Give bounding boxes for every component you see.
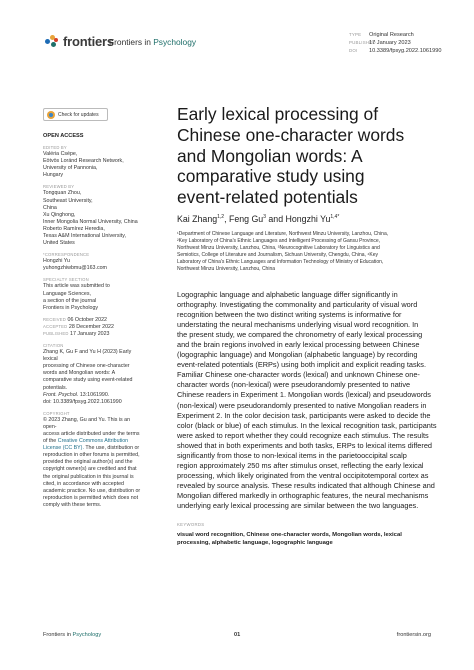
meta-doi: DOI 10.3389/fpsyg.2022.1061990 [349, 48, 442, 54]
article-sidebar [43, 133, 141, 509]
keywords-label: KEYWORDS [177, 522, 205, 527]
meta-type: TYPE Original Research [349, 32, 414, 38]
footer-site-link[interactable]: frontiersin.org [396, 632, 431, 638]
page-number: 01 [234, 632, 241, 638]
copyright-section: COPYRIGHT © 2023 Zhang, Gu and Yu. This is an open- access article distributed under the terms of the Creative Commons Attribution License (CC BY). The use, distribution or reproduction in other forums is permitted, provided the original author(s) and the copyright owner(s) are credited and that the original publication in this journal is cited, in accordance with accepted academic practice. No use, distribution or reproduction is permitted which does not comply with these terms. [43, 410, 141, 508]
author[interactable]: Feng Gu [228, 214, 264, 224]
edited-by-section: EDITED BY Valéria Csépe, Eötvös Loránd Research Network, University of Pannonia, Hungary [43, 145, 124, 179]
specialty-section: SPECIALTY SECTION This article was submitted to Language Sciences, a section of the journal Frontiers in Psychology [43, 277, 110, 311]
article-title: Early lexical processing of Chinese one-character words and Mongolian words: A comparative study using event-related potentials [177, 104, 405, 208]
update-badge-icon [47, 111, 55, 119]
abstract: Logographic language and alphabetic language differ significantly in orthography. Investigating the commonality and particularity of visual word recognition between the two distinct writing systems is informative for understating the neural mechanisms underlying visual word recognition. In the present study, we compared the chronometry of early lexical processing and the brain regions involved in early lexical processing between Chinese (logographic language) and Mongolian (alphabetic language) by recording event-related potentials (ERPs) using both implicit and explicit reading tasks. Familiar Chinese one-character words (lexical) and unknown Chinese one- character words (non-lexical) were pseudorandomly presented to native Chinese readers in Experiment 1. Mongolian words (lexical) and pseudowords (non-lexical) were pseudorandomly presented to native Mongolian readers in Experiment 2. In the color decision task, participants were asked to decide the color (black or blue) of each stimulus. In the lexical recognition task, participants were asked to report whether they could recognize each stimulus. The results showed that in both experiments and both tasks, ERPs to lexical items differed significantly from those to non-lexical items in the parietooccipital scalp region approximately 250 ms after stimulus onset, reflecting the early lexical processing, which likely originated from the ventral occipitotemporal cortex as revealed by source analysis. These results indicated that although Chinese and Mongolian differed markedly in orthographic features, the neural mechanisms underlying early lexical processing are similar between the two languages. [177, 290, 437, 510]
author[interactable]: Hongzhi Yu [285, 214, 331, 224]
reviewed-by-section: REVIEWED BY Tongquan Zhou, Southeast University, China Xu Qinghong, Inner Mongolia Normal University, China Roberto Ramírez Heredia, Texas A&M International University, United States [43, 184, 138, 247]
meta-published: PUBLISHED17 January 2023 [349, 40, 411, 46]
frontiers-logo[interactable] [45, 34, 114, 49]
affiliations: ¹Department of Chinese Language and Literature, Northwest Minzu University, Lanzhou, China, ²Key Laboratory of China's Ethnic Languages and Intelligent Processing of Gansu Province, Northwest Minzu University, Lanzhou, China, ³Neurocognitive Laboratory for Linguistics and Semiotics, College of Literature and Journalism, Sichuan University, Chengdu, China, ⁴Key Laboratory of China's Ethnic Languages and Information Technology of Ministry of Education, Northwest Minzu University, Lanzhou, China [177, 231, 389, 273]
correspondence-email[interactable]: yuhongzhiwbmu@163.com [43, 265, 107, 272]
correspondence-section: *CORRESPONDENCE Hongzhi Yu yuhongzhiwbmu@163.com [43, 252, 141, 272]
frontiers-logo-icon [45, 35, 59, 49]
license-link[interactable]: Creative Commons Attribution [57, 438, 129, 445]
author[interactable]: Kai Zhang [177, 214, 218, 224]
dates-section: RECEIVED 06 October 2022 ACCEPTED 28 December 2022 PUBLISHED 17 January 2023 [43, 316, 114, 337]
journal-title[interactable]: Frontiers in Psychology [109, 37, 197, 47]
article-meta [349, 31, 441, 55]
author-list: Kai Zhang$^{1,2}$, Feng Gu$^3$ and Hongzhi $Yu^{1,4*}$ [177, 214, 340, 224]
brand-name: frontiers [63, 34, 114, 49]
open-access-label: OPEN ACCESS [43, 133, 84, 139]
check-for-updates-button[interactable]: Check for updates [43, 108, 108, 121]
keywords: visual word recognition, Chinese one-character words, Mongolian words, lexical processing, alphabetic language, logographic language [177, 532, 402, 546]
footer-journal[interactable]: Frontiers in Psychology [43, 632, 102, 638]
citation-section: CITATION Zhang K, Gu F and Yu H (2023) Early lexical processing of Chinese one-character words and Mongolian words: A comparative study using event-related potentials. Front. Psychol. 13:1061990. doi: 10.3389/fpsyg.2022.1061990 [43, 343, 133, 405]
license-link-cont[interactable]: License (CC BY). [43, 445, 84, 452]
